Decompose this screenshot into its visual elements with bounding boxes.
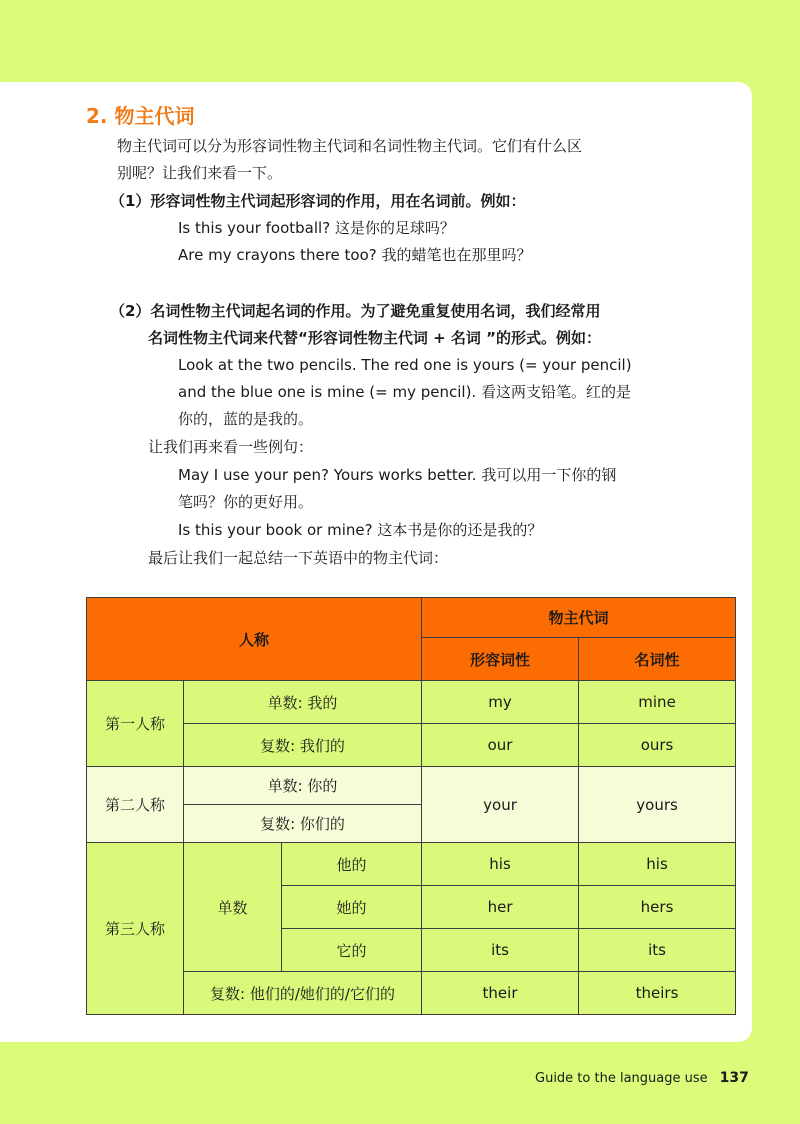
header-noun: 名词性: [579, 638, 736, 681]
section2-example-3: 你的，蓝的是我的。: [178, 410, 314, 428]
table-cell: yours: [579, 767, 736, 843]
section2-more-3: Is this your book or mine? 这本书是你的还是我的？: [178, 521, 543, 539]
table-cell: 单数: 我的: [184, 681, 422, 724]
table-cell: hers: [579, 886, 736, 929]
table-cell: 她的: [282, 886, 422, 929]
intro-line-2: 别呢？让我们来看一下。: [117, 164, 283, 182]
section2-more-1: May I use your pen? Yours works better. 我可以用一下你的钢: [178, 466, 617, 484]
table-cell: 复数: 你们的: [184, 805, 422, 843]
section2-more-2: 笔吗？你的更好用。: [178, 493, 314, 511]
table-cell: 复数: 他们的/她们的/它们的: [184, 972, 422, 1015]
table-cell: 复数: 我们的: [184, 724, 422, 767]
pronoun-table: [86, 597, 736, 1015]
header-adjective: 形容词性: [422, 638, 579, 681]
section2-example-1: Look at the two pencils. The red one is yours (= your pencil): [178, 356, 632, 374]
section2-title-2: 名词性物主代词来代替“形容词性物主代词 + 名词 ”的形式。例如：: [148, 329, 601, 347]
section1-example-2: Are my crayons there too? 我的蜡笔也在那里吗？: [178, 246, 532, 264]
footer-title: Guide to the language use: [535, 1071, 708, 1086]
table-cell: your: [422, 767, 579, 843]
section1-example-1: Is this your football? 这是你的足球吗？: [178, 219, 455, 237]
third-person-label: 第三人称: [87, 843, 184, 1015]
table-cell: my: [422, 681, 579, 724]
table-cell: her: [422, 886, 579, 929]
table-cell: his: [422, 843, 579, 886]
section2-more-intro: 让我们再来看一些例句：: [148, 438, 314, 456]
table-cell: its: [422, 929, 579, 972]
table-cell: our: [422, 724, 579, 767]
second-person-label: 第二人称: [87, 767, 184, 843]
section1-title: （1）形容词性物主代词起形容词的作用，用在名词前。例如：: [110, 192, 526, 210]
table-cell: ours: [579, 724, 736, 767]
first-person-label: 第一人称: [87, 681, 184, 767]
table-cell: theirs: [579, 972, 736, 1015]
header-person: 人称: [87, 598, 422, 681]
section-heading: 2. 物主代词: [86, 104, 195, 128]
table-cell: mine: [579, 681, 736, 724]
page-number: 137: [719, 1070, 749, 1086]
table-cell: their: [422, 972, 579, 1015]
table-cell: 它的: [282, 929, 422, 972]
section2-title-1: （2）名词性物主代词起名词的作用。为了避免重复使用名词，我们经常用: [110, 302, 601, 320]
table-cell: 他的: [282, 843, 422, 886]
section2-summary: 最后让我们一起总结一下英语中的物主代词：: [148, 549, 449, 567]
third-singular-label: 单数: [184, 843, 282, 972]
intro-line-1: 物主代词可以分为形容词性物主代词和名词性物主代词。它们有什么区: [117, 137, 583, 155]
section2-example-2: and the blue one is mine (= my pencil). 看这两支铅笔。红的是: [178, 383, 631, 401]
page-footer: [535, 1070, 749, 1086]
table-cell: its: [579, 929, 736, 972]
table-cell: 单数: 你的: [184, 767, 422, 805]
header-possessive: 物主代词: [422, 598, 736, 638]
table-cell: his: [579, 843, 736, 886]
